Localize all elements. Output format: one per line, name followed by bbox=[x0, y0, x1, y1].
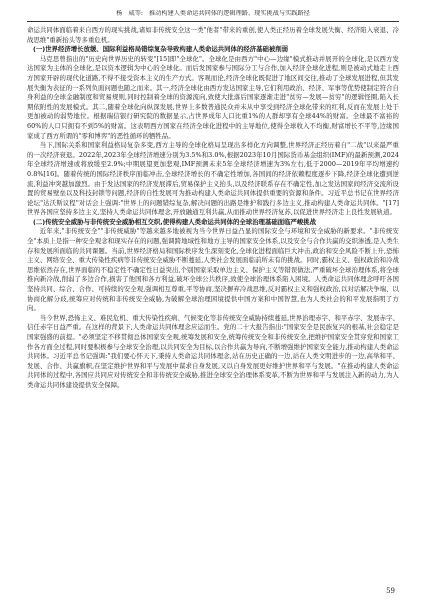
running-head-title: 推动构建人类命运共同体的逻辑理路、现实挑战与实践路径 bbox=[148, 10, 310, 17]
body-paragraph: 当今世界,恐怖主义、难民危机、重大传染性疾病、气候变化等非传统安全威胁持续蔓延,世界治理赤字、和平赤字、发展赤字、信任赤字日益严重。在这样的背景下,人类命运共同体理念应运而生。党的二十大报告指出:"国家安全是民族复兴的根基,社会稳定是国家强盛的前提。"必须坚定不移贯彻总体国家安全观,统筹发展和安全,统筹传统安全和非传统安全,把维护国家安全贯穿党和国家工作各方面全过程,同时要积极参与全球安全治理,以共同安全为目标,以合作共赢为导向,不断增强维护国家安全能力,推动构建人类命运共同体。习近平总书记强调:"我们要心怀天下,秉持人类命运共同体理念,站在历史正确的一边,站在人类文明进步的一边,高举和平、发展、合作、共赢旗帜,在坚定维护世界和平与发展中谋求自身发展,又以自身发展更好维护世界和平与发展。"在推动构建人类命运共同体的过程中,各国应共同应对传统安全和非传统安全威胁,推进全球安全治理体系变革,不断为世界和平与发展注入新的动力,为人类命运共同体建设提供安全保障。 bbox=[27, 313, 399, 389]
section-heading: (一)世界经济增长放缓、国际利益格局错综复杂导致构建人类命运共同体的经济基础被削弱 bbox=[33, 45, 289, 54]
body-paragraph: 马克思曾指出的"历史向世界历史的转变"[15]即"全球化"。全球化是由西方"中心—边缘"模式推动并展开的全球化,是以西方发达国家为主体的全球化,是以资本逻辑为中心的全球化。而后发国家参与国际分工与合作,加入经济全球化进程,则是被动式地走上西方国家开辟的现代化道路,不得不接受资本主义的生产方式。客观而论,经济全球化既促进了地区间交往,推动了全球发展进程,但其发展失衡为表征的一系列负面问题也随之而来。其一,经济全球化由西方发达国家主导,它们利用政治、经济、军事等优势使制定符合自身利益的全球金融制度和贸易规则,同时控制着全球的资源流向,致使大批落后国家逐渐走进"贫穷—发展—贫穷"的逻辑怪圈,陷入长期依附性的发展模式。其二,随着全球化向纵深发展,世界上多数普通民众并未从中享受到经济全球化带来的红利,反而在发展上处于更加被动的弱势地位。根据瑞信银行研究院的数据显示,占世界成年人口比重1%的人群却享有全球44%的财富。全球最不富裕的60%的人口只拥有不到5%的财富。这表明西方国家在经济全球化进程中的主导地位,使得全球收入不均衡,财富增长不平等,边缘国家成了西方所谓的"零和博弈"的恶性循环的牺牲品。 bbox=[27, 54, 399, 140]
article-body bbox=[27, 26, 399, 391]
body-paragraph: 命运共同体面临着来自西方的现实挑战,诸如非传统安全这一类"他者"带来的重创,使人类正经历着全球发展失衡、经济陷入衰退、冷战思维"重新抬头等多重危机。 bbox=[27, 26, 399, 44]
running-head bbox=[27, 10, 399, 22]
body-paragraph: 当下,国际关系和国家利益格局复杂多变,西方主导的全球化格局呈现出多样化方向调整,世界经济正经历着自"二战"以来最严重的一次经济衰退。2022年,2023年全球经济增速分别为3.5%和3.0%,根据2023年10月国际货币基金组织(IMF)的最新预测,2024年全球经济增速或将放缓至2.9%;中期展望更加悲观,IMF预测未来5年全球经济增速为3%左右,低于2000—2019年平均增速约0.8%[16]。随着传统的国际经济秩序面临冲击,全球经济增长的不确定性增加,各国间的经济依赖程度逐步下降,经济全球化遭到逆流,利益冲突越加激烈。由于发达国家的经济发展滞后,贸易保护主义抬头,以及经济联系存在不确定性,加之发达国家间经济交流所设置的贸易壁垒以及科技封锁等问题,经济的自性发展可为推动构建人类命运共同体提供重要的资源和条件。习近平总书记在世界经济论坛"达沃斯议程"对话会上强调:"世界上的问题错综复杂,解决问题的出路是维护和践行多边主义,推动构建人类命运共同体。"[17]世界各国应坚持多边主义,坚持人类命运共同体理念,开放融通互利共赢,从而推动世界经济复苏,以促进世界经济走上良性发展轨道。 bbox=[27, 141, 399, 217]
body-paragraph: 近年来,"非传统安全""非传统威胁"等越来越多地被视为当今世界日益凸显的国际安全与环境和安全威胁的新要求。"非传统安全"本质上是指一种安全观念和现实存在的问题,强调跨地域性和地方主导的国家安全体系,以及安全与合作共赢的交织渗透,是人类生存和发展所面临的共同课题。当前,世界经济格局和国际秩序发生深刻变化,全球化进程面临巨大冲击,政治和安全风险不断上升,恐怖主义、网络安全、重大传染性疾病等非传统安全威胁不断蔓延,人类社会发展面临前所未有的挑战。同时,霸权主义、强权政治和冷战思维依然存在,世界面临的不稳定性不确定性日益突出,个别国家采取单边主义、保护主义等错误做法,严重破坏全球治理体系,将全球推向新冷战,削弱了多边合作,损害了他国和各方利益,破坏全球公共秩序,致使全球治理体系陷入困境。人类命运共同体理念呼吁各国坚持共同、综合、合作、可持续的安全观,强调相互尊重,平等协商,坚决摒弃冷战思维,反对霸权主义和强权政治,以对话解决争端、以协商化解分歧,统筹应对传统和非传统安全威胁,为破解全球治理困境提供中国方案和中国智慧,也为人类社会的和平发展指明了方向。 bbox=[27, 227, 399, 313]
running-head-author: 杨 威等: bbox=[116, 10, 143, 17]
section-heading: (二)传统安全威胁与非传统安全威胁相互交织,使得构建人类命运共同体的全球治理基础面临严峻挑战 bbox=[33, 217, 317, 226]
journal-page bbox=[27, 10, 399, 595]
page-number: 59 bbox=[386, 587, 395, 595]
